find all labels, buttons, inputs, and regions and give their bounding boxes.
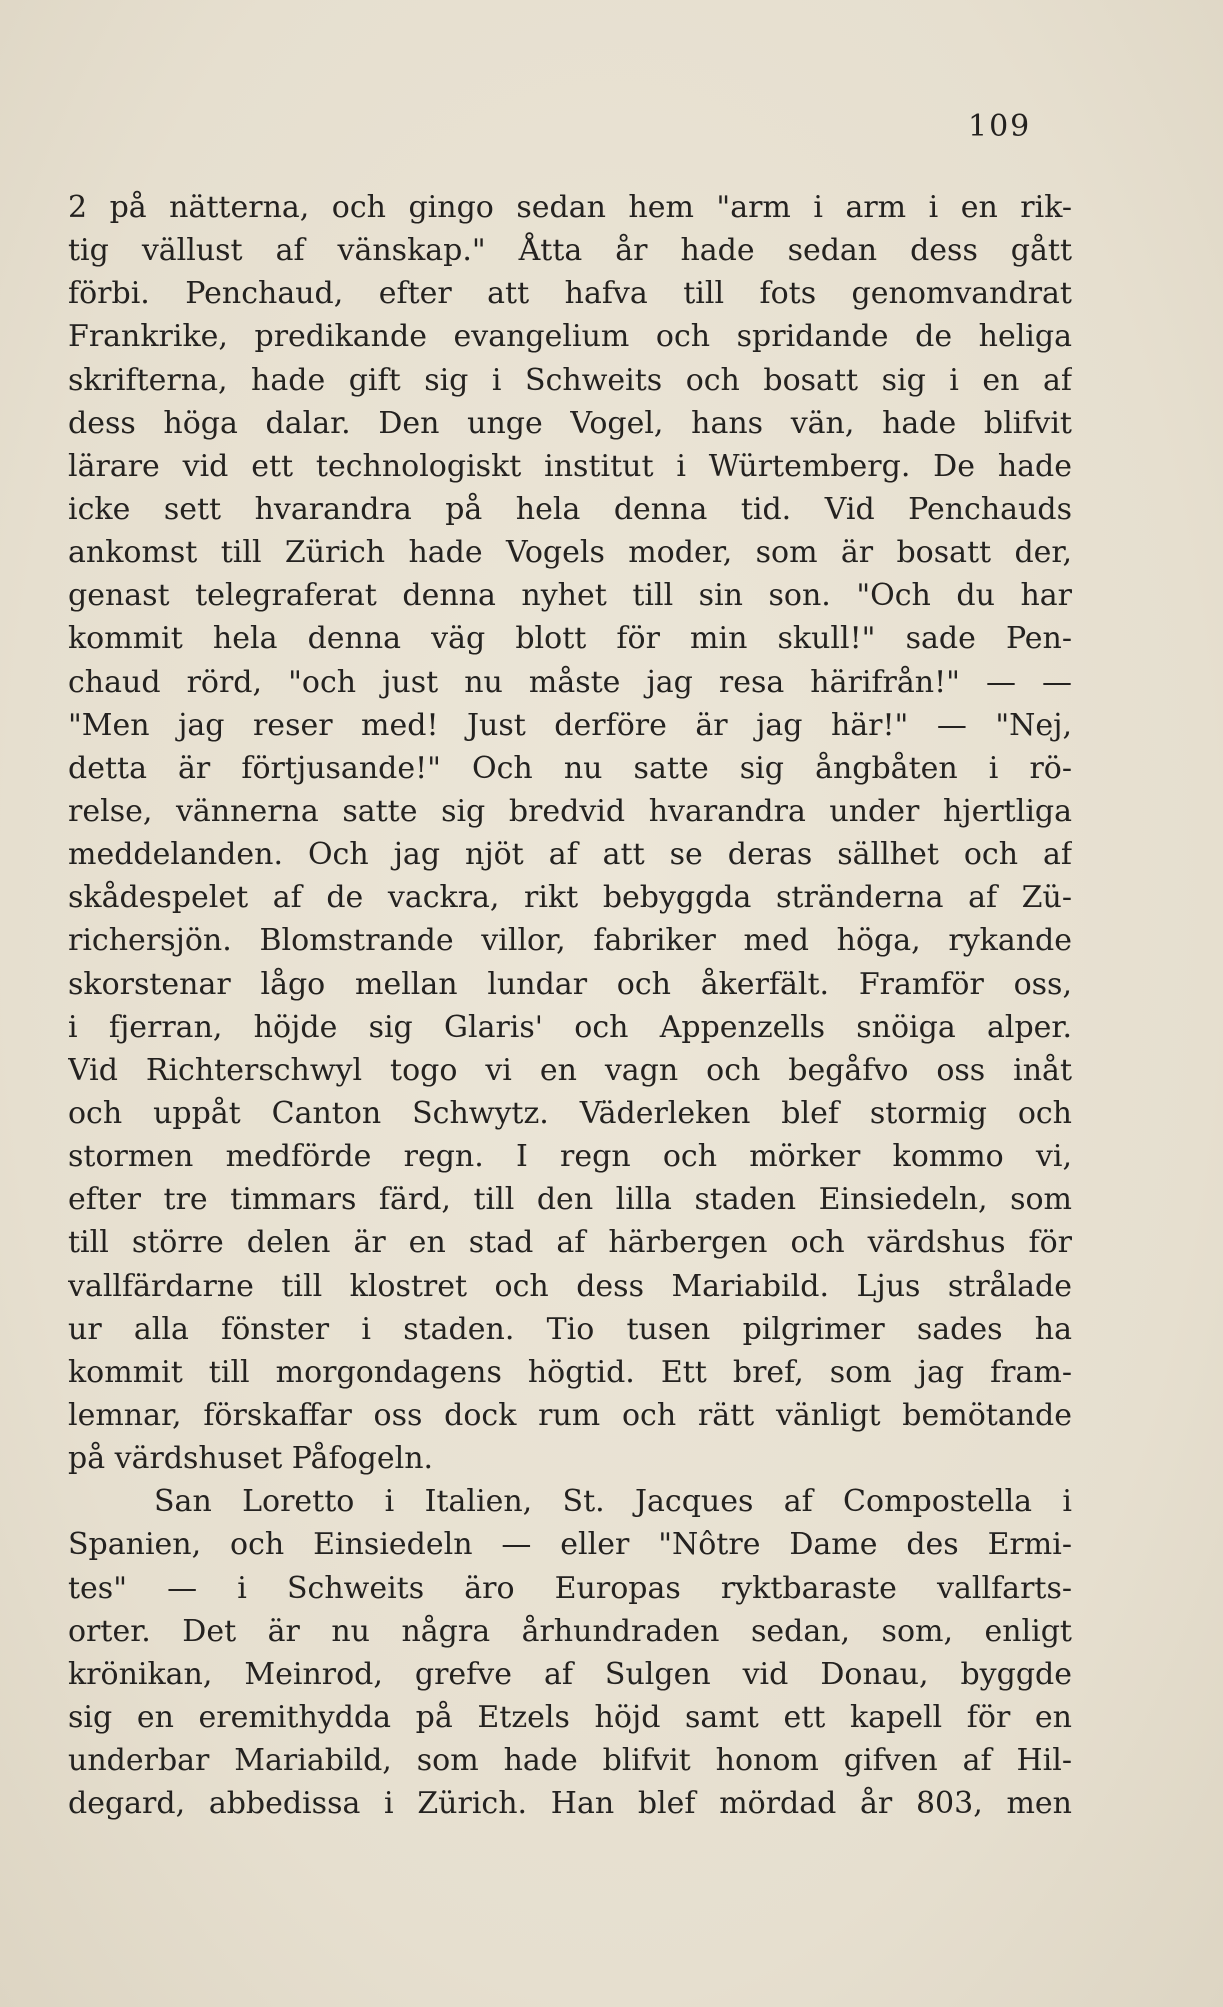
text-line: meddelanden. Och jag njöt af att se deras sällhet och af (68, 837, 1072, 873)
text-line: kommit till morgondagens högtid. Ett bref, som jag fram- (68, 1354, 1072, 1390)
text-line: sig en eremithydda på Etzels höjd samt ett kapell för en (68, 1699, 1072, 1735)
text-line: Frankrike, predikande evangelium och spridande de heliga (68, 319, 1072, 355)
body-text (68, 186, 1072, 1825)
text-line: stormen medförde regn. I regn och mörker kommo vi, (68, 1139, 1072, 1175)
text-line: skorstenar lågo mellan lundar och åkerfält. Framför oss, (68, 966, 1072, 1002)
text-line: detta är förtjusande!" Och nu satte sig ångbåten i rö- (68, 750, 1072, 786)
text-line: 2 på nätterna, och gingo sedan hem "arm i arm i en rik- (68, 190, 1072, 225)
text-line: lärare vid ett technologiskt institut i Würtemberg. De hade (68, 448, 1072, 484)
text-line: ankomst till Zürich hade Vogels moder, som är bosatt der, (68, 535, 1072, 571)
text-line: tig vällust af vänskap." Åtta år hade sedan dess gått (68, 233, 1072, 269)
page-number: 109 (968, 109, 1032, 144)
text-line: kommit hela denna väg blott för min skull!" sade Pen- (68, 621, 1072, 657)
text-line: ur alla fönster i staden. Tio tusen pilgrimer sades ha (68, 1311, 1072, 1347)
text-line: Vid Richterschwyl togo vi en vagn och begåfvo oss inåt (68, 1052, 1072, 1088)
text-line: "Men jag reser med! Just derföre är jag här!" — "Nej, (68, 707, 1072, 743)
paragraph-end-line: på värdshuset Påfogeln. (68, 1441, 434, 1477)
text-line: richersjön. Blomstrande villor, fabriker med höga, rykande (68, 923, 1072, 959)
text-line: underbar Mariabild, som hade blifvit honom gifven af Hil- (68, 1743, 1072, 1779)
text-line: krönikan, Meinrod, grefve af Sulgen vid Donau, byggde (68, 1656, 1072, 1692)
text-line: skådespelet af de vackra, rikt bebyggda stränderna af Zü- (68, 880, 1072, 916)
text-line: lemnar, förskaffar oss dock rum och rätt vänligt bemötande (68, 1397, 1072, 1433)
text-line: genast telegraferat denna nyhet till sin son. "Och du har (68, 578, 1072, 614)
text-line: chaud rörd, "och just nu måste jag resa härifrån!" — — (68, 664, 1072, 700)
text-line: skrifterna, hade gift sig i Schweits och bosatt sig i en af (68, 362, 1072, 398)
text-line: till större delen är en stad af härbergen och värdshus för (68, 1225, 1072, 1261)
text-line: och uppåt Canton Schwytz. Väderleken blef stormig och (68, 1095, 1072, 1131)
text-line: Spanien, och Einsiedeln — eller "Nôtre Dame des Ermi- (68, 1527, 1072, 1563)
text-line: förbi. Penchaud, efter att hafva till fots genomvandrat (68, 276, 1072, 312)
text-line: tes" — i Schweits äro Europas ryktbaraste vallfarts- (68, 1570, 1072, 1606)
paragraph-start-line: San Loretto i Italien, St. Jacques af Compostella i (154, 1484, 1072, 1520)
text-line: efter tre timmars färd, till den lilla staden Einsiedeln, som (68, 1182, 1072, 1218)
text-line: degard, abbedissa i Zürich. Han blef mördad år 803, men (68, 1786, 1072, 1822)
text-line: icke sett hvarandra på hela denna tid. Vid Penchauds (68, 491, 1072, 527)
text-line: orter. Det är nu några århundraden sedan, som, enligt (68, 1613, 1072, 1649)
text-line: vallfärdarne till klostret och dess Mariabild. Ljus strålade (68, 1268, 1072, 1304)
text-line: dess höga dalar. Den unge Vogel, hans vän, hade blifvit (68, 405, 1072, 441)
text-line: relse, vännerna satte sig bredvid hvarandra under hjertliga (68, 793, 1072, 829)
text-line: i fjerran, höjde sig Glaris' och Appenzells snöiga alper. (68, 1009, 1072, 1045)
